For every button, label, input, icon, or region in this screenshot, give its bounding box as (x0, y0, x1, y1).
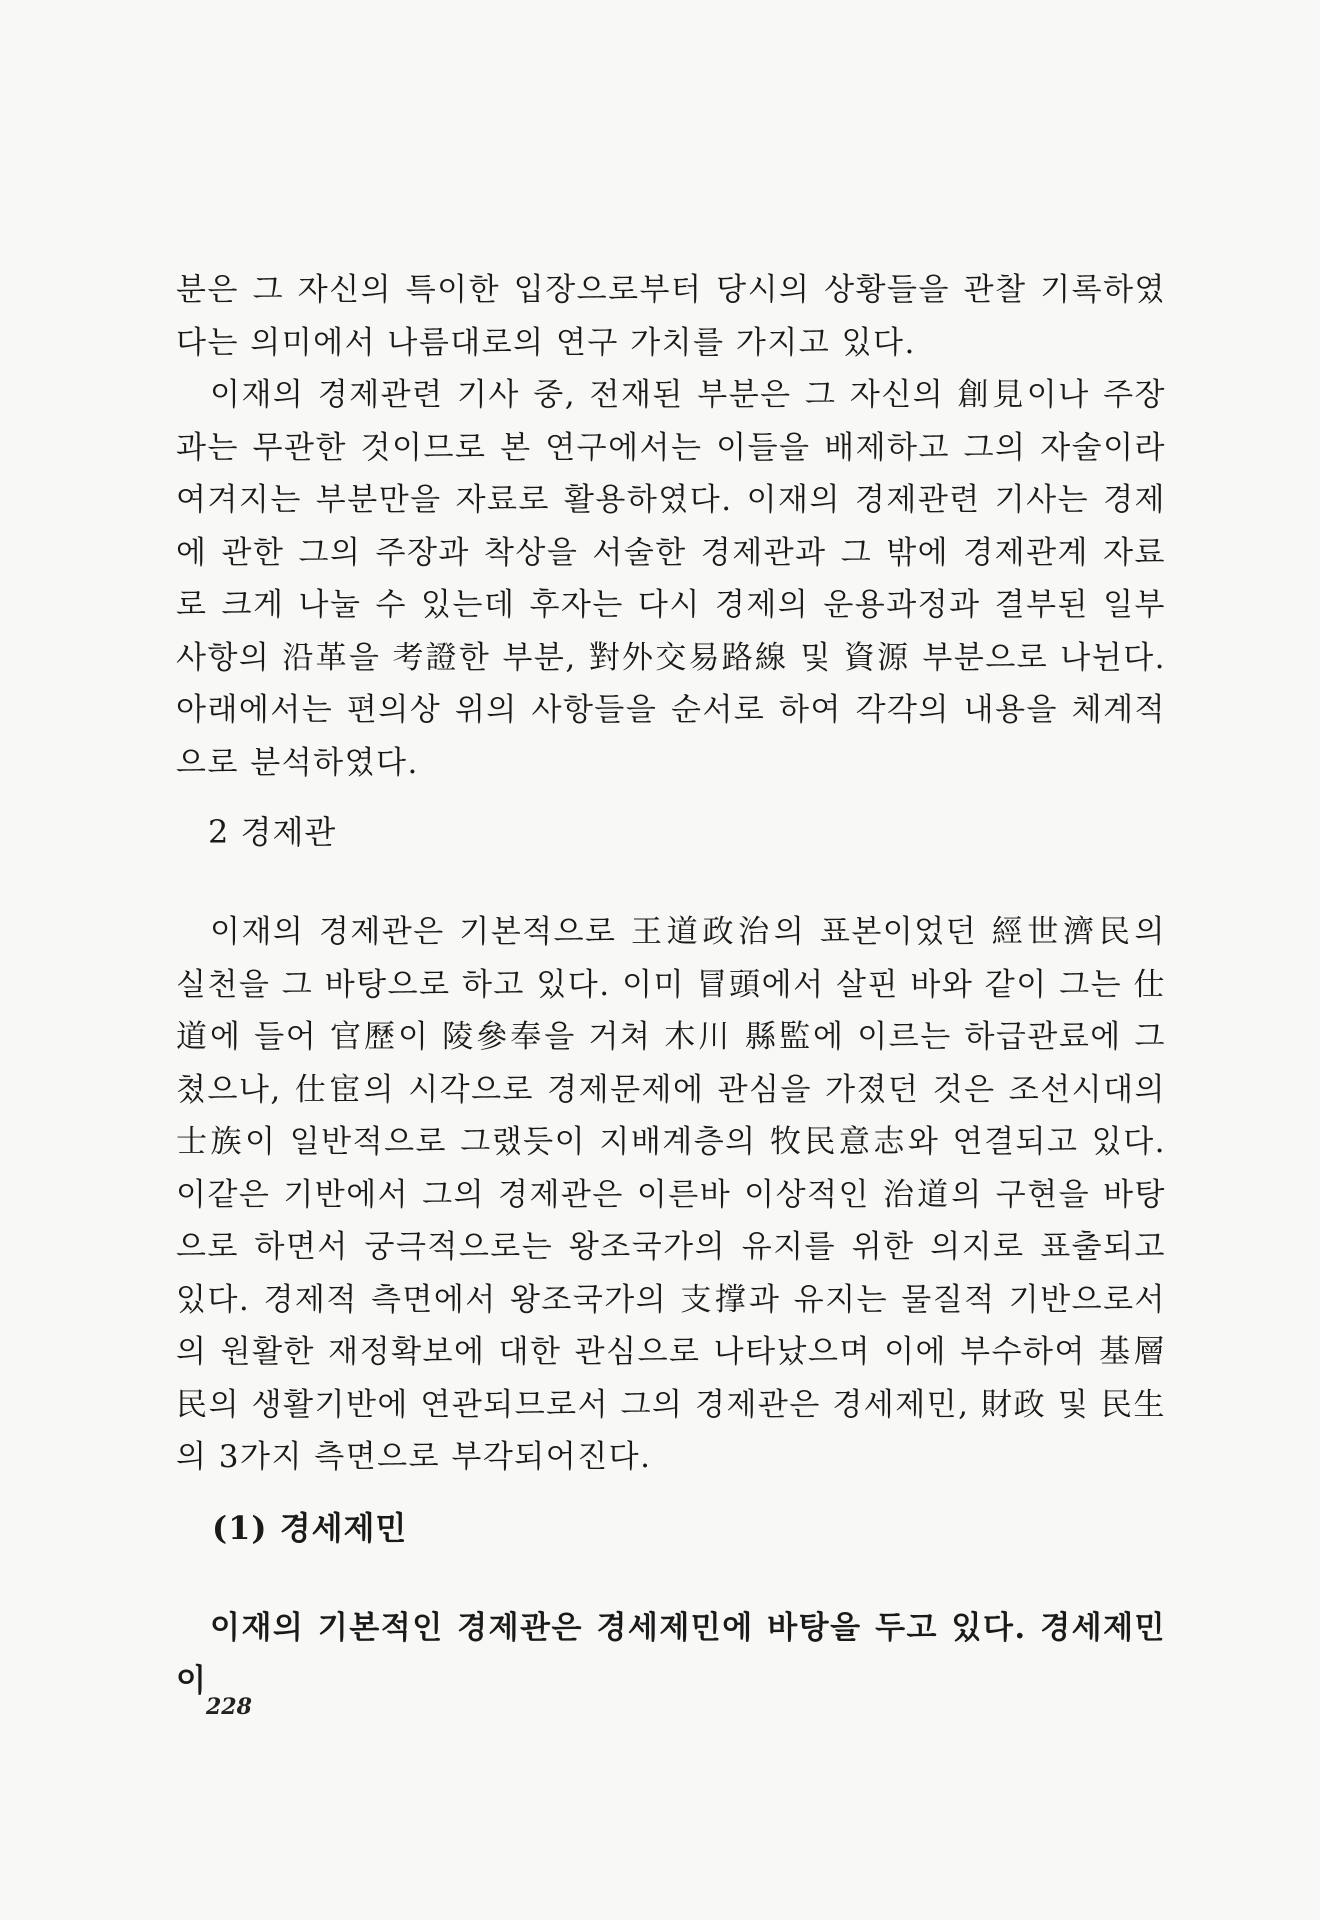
intro-paragraph-2: 이재의 경제관련 기사 중, 전재된 부분은 그 자신의 創見이나 주장과는 무관한 것이므로 본 연구에서는 이들을 배제하고 그의 자술이라 여겨지는 부분만을 자료로 활용하였다. 이재의 경제관련 기사는 경제에 관한 그의 주장과 착상을 서술한 경제관과 그 밖에 경제관계 자료로 크게 나눌 수 있는데 후자는 다시 경제의 운용과정과 결부된 일부 사항의 沿革을 考證한 부분, 對外交易路線 및 資源 부분으로 나뉜다. 아래에서는 편의상 위의 사항들을 순서로 하여 각각의 내용을 체계적으로 분석하였다. (176, 377, 1166, 781)
section-2-body (176, 906, 1166, 1484)
subsection-1-body (176, 1602, 1166, 1707)
page-number: 228 (206, 1694, 252, 1720)
subsection-heading-1: (1) 경세제민 (212, 1509, 408, 1547)
subsection-1-paragraph: 이재의 기본적인 경제관은 경세제민에 바탕을 두고 있다. 경세제민이 (176, 1610, 1166, 1699)
section-heading-2: 2 경제관 (208, 813, 337, 851)
section-2-paragraph: 이재의 경제관은 기본적으로 王道政治의 표본이었던 經世濟民의 실천을 그 바탕으로 하고 있다. 이미 冒頭에서 살핀 바와 같이 그는 仕道에 들어 官歷이 陵參奉을 거쳐 木川 縣監에 이르는 하급관료에 그쳤으나, 仕宦의 시각으로 경제문제에 관심을 가졌던 것은 조선시대의 士族이 일반적으로 그랬듯이 지배계층의 牧民意志와 연결되고 있다. 이같은 기반에서 그의 경제관은 이른바 이상적인 治道의 구현을 바탕으로 하면서 궁극적으로는 왕조국가의 유지를 위한 의지로 표출되고 있다. 경제적 측면에서 왕조국가의 支撑과 유지는 물질적 기반으로서의 원활한 재정확보에 대한 관심으로 나타났으며 이에 부수하여 基層民의 생활기반에 연관되므로서 그의 경제관은 경세제민, 財政 및 民生의 3가지 측면으로 부각되어진다. (176, 914, 1166, 1475)
intro-section (176, 264, 1166, 789)
intro-paragraph-continued: 분은 그 자신의 특이한 입장으로부터 당시의 상황들을 관찰 기록하였다는 의미에서 나름대로의 연구 가치를 가지고 있다. (176, 272, 1166, 361)
